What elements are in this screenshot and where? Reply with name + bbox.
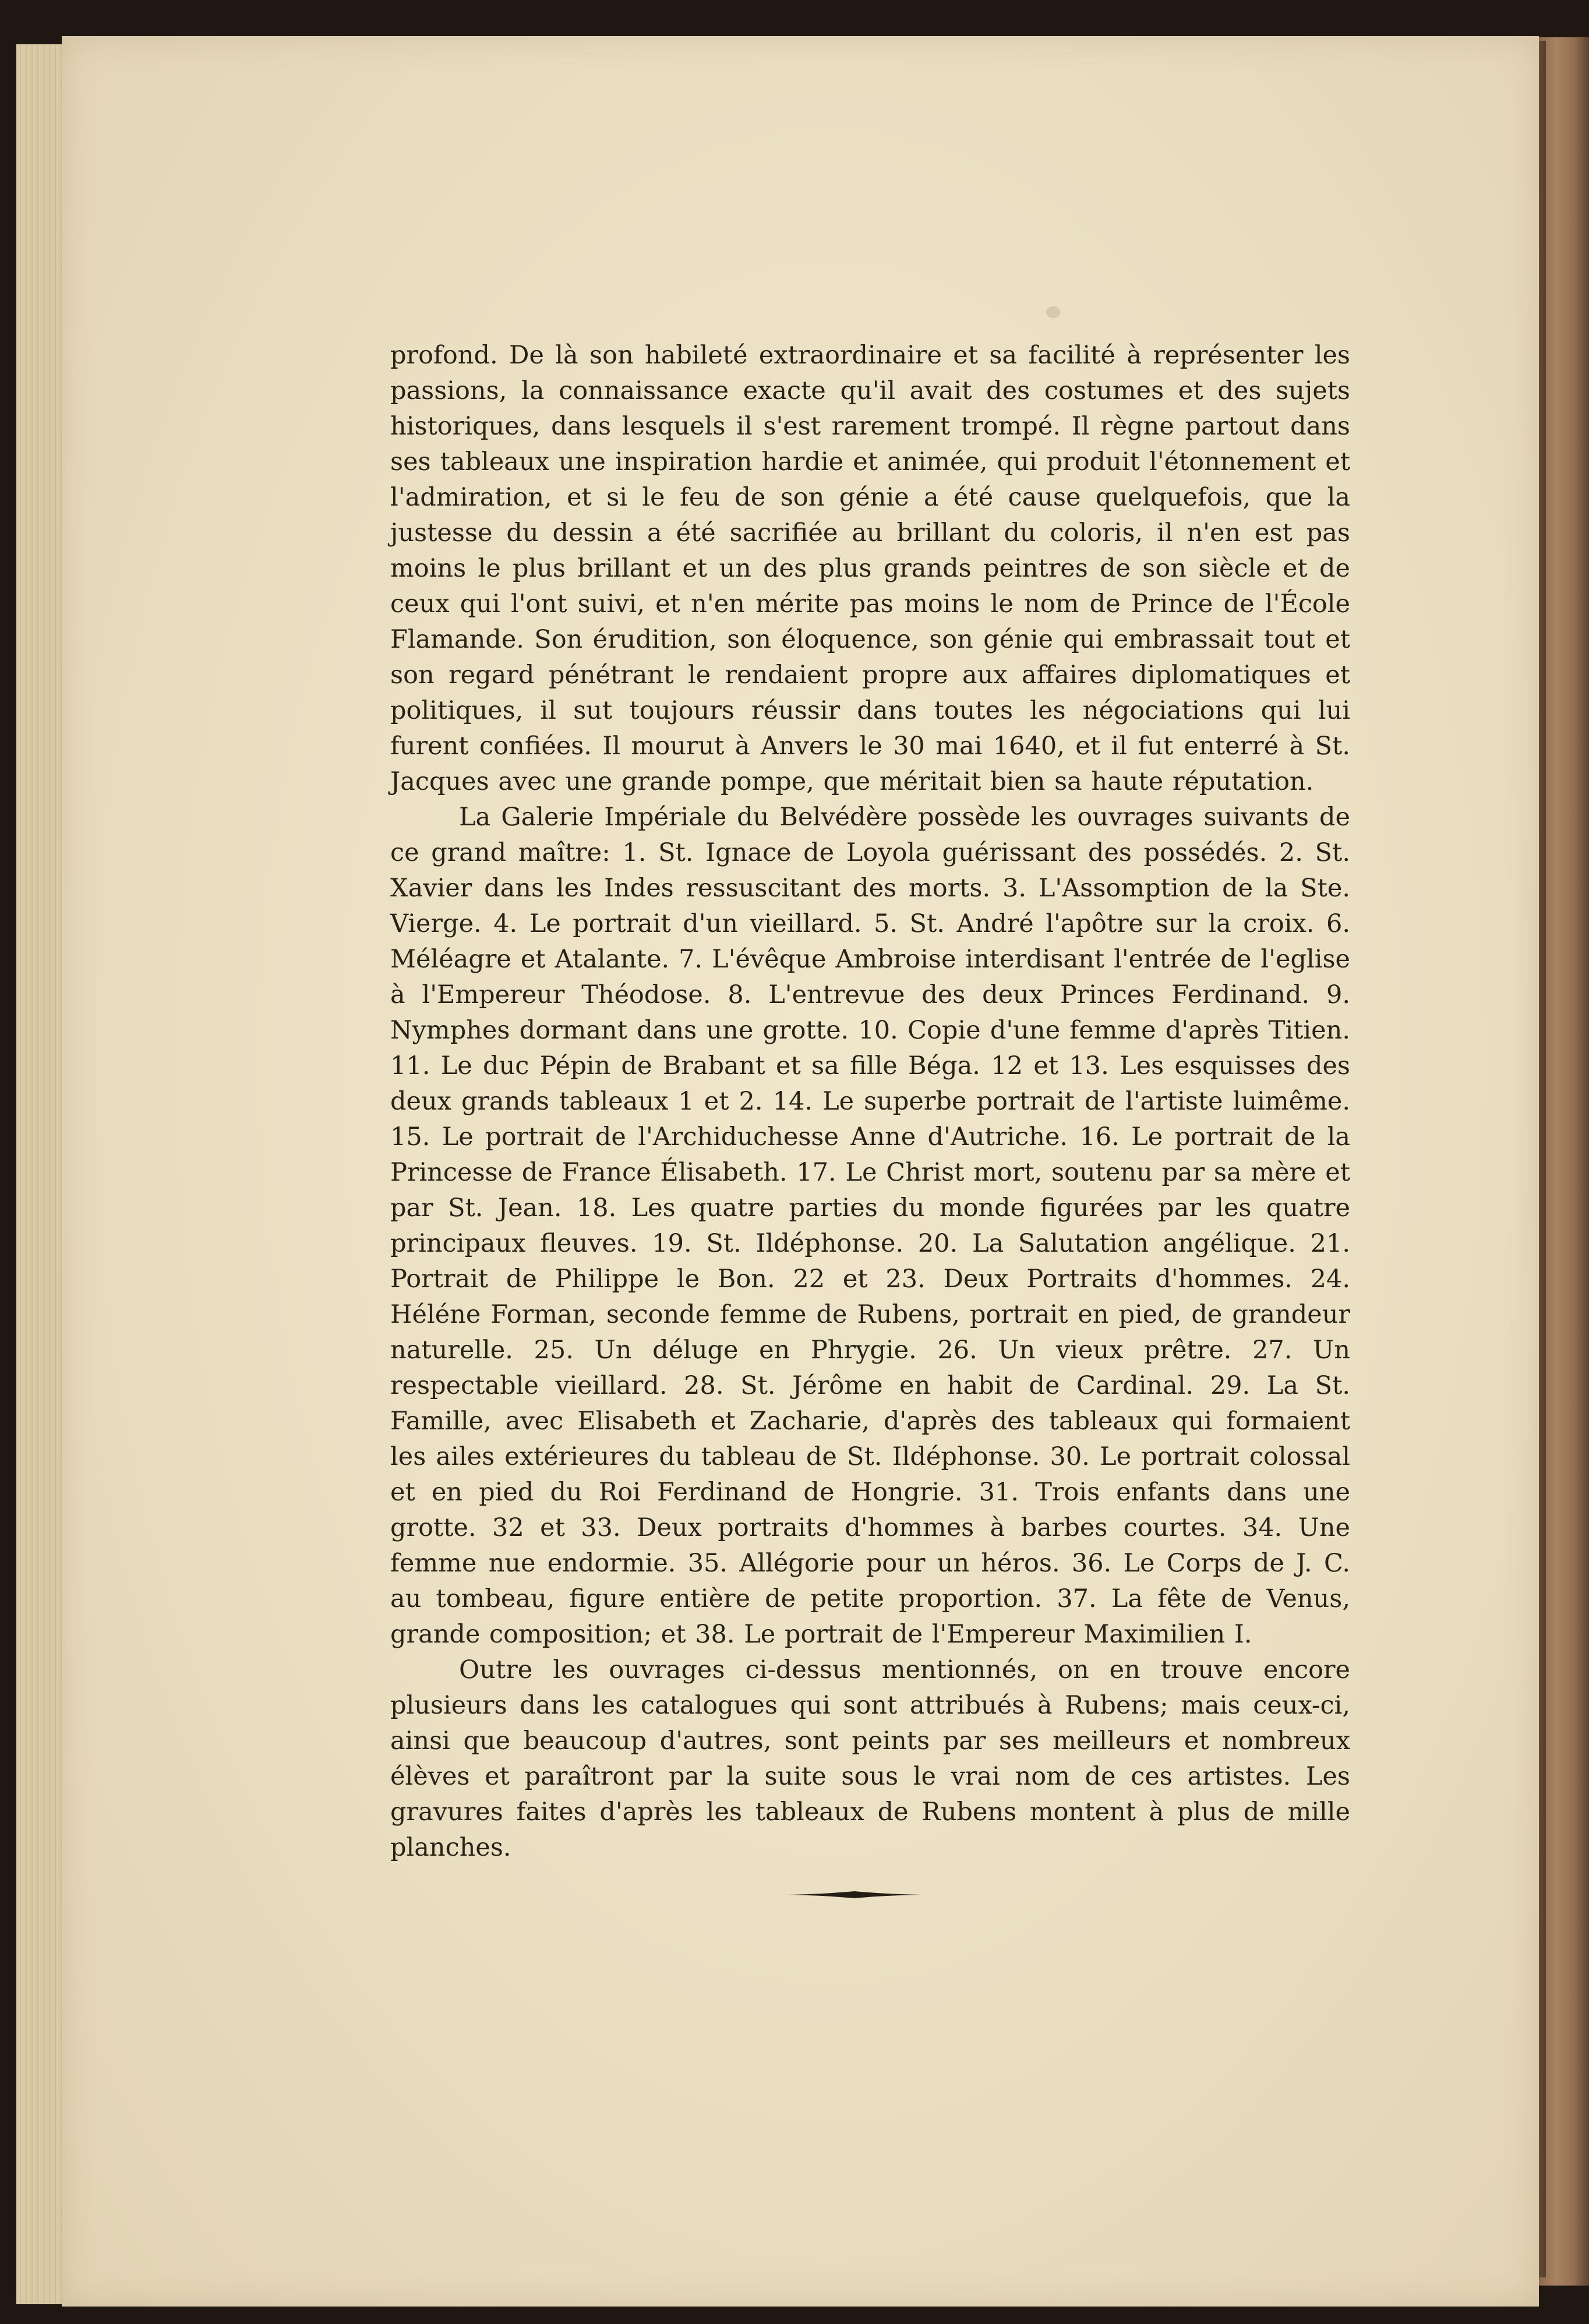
paragraph-belvedere-works: La Galerie Impériale du Belvédère possède les ouvrages suivants de ce grand maître: 1. St. Ignace de Loyola guérissant des possédés. 2. St. Xavier dans les Indes ressuscitant des morts. 3. L'Assomption de la Ste. Vierge. 4. Le portrait d'un vieillard. 5. St. André l'apôtre sur la croix. 6. Méléagre et Atalante. 7. L'évêque Ambroise interdisant l'entrée de l'eglise à l'Empereur Théodose. 8. L'entrevue des deux Princes Ferdinand. 9. Nymphes dormant dans une grotte. 10. Copie d'une femme d'après Titien. 11. Le duc Pépin de Brabant et sa fille Béga. 12 et 13. Les esquisses des deux grands tableaux 1 et 2. 14. Le superbe portrait de l'artiste luimême. 15. Le portrait de l'Archiduchesse Anne d'Autriche. 16. Le portrait de la Princesse de France Élisabeth. 17. Le Christ mort, soutenu par sa mère et par St. Jean. 18. Les quatre parties du monde figurées par les quatre principaux fleuves. 19. St. Ildéphonse. 20. La Salutation angélique. 21. Portrait de Philippe le Bon. 22 et 23. Deux Portraits d'hommes. 24. Héléne Forman, seconde femme de Rubens, portrait en pied, de grandeur naturelle. 25. Un déluge en Phrygie. 26. Un vieux prêtre. 27. Un respectable vieillard. 28. St. Jérôme en habit de Cardinal. 29. La St. Famille, avec Elisabeth et Zacharie, d'après des tableaux qui formaient les ailes extérieures du tableau de St. Ildéphonse. 30. Le portrait colossal et en pied du Roi Ferdinand de Hongrie. 31. Trois enfants dans une grotte. 32 et 33. Deux portraits d'hommes à barbes courtes. 34. Une femme nue endormie. 35. Allégorie pour un héros. 36. Le Corps de J. C. au tombeau, figure entière de petite proportion. 37. La fête de Venus, grande composition; et 38. Le portrait de l'Empereur Maximilien I. bbox=[390, 803, 1350, 1649]
paragraph-attributed-works: Outre les ouvrages ci-dessus mentionnés, on en trouve encore plusieurs dans les catalogues qui sont attribués à Rubens; mais ceux-ci, ainsi que beaucoup d'autres, sont peints par ses meilleurs et nombreux élèves et paraîtront par la suite sous le vrai nom de ces artistes. Les gravures faites d'après les tableaux de Rubens montent à plus de mille planches. bbox=[390, 1655, 1350, 1862]
paper-spot bbox=[1046, 306, 1060, 318]
page-text-block bbox=[390, 338, 1350, 1866]
section-end-ornament bbox=[788, 1891, 921, 1899]
binding-board bbox=[1539, 37, 1589, 2286]
paragraph-rubens-reputation: profond. De là son habileté extraordinaire et sa facilité à représenter les passions, la connaissance exacte qu'il avait des costumes et des sujets historiques, dans lesquels il s'est rarement trompé. Il règne partout dans ses tableaux une inspiration hardie et animée, qui produit l'étonnement et l'admiration, et si le feu de son génie a été cause quelquefois, que la justesse du dessin a été sacrifiée au brillant du coloris, il n'en est pas moins le plus brillant et un des plus grands peintres de son siècle et de ceux qui l'ont suivi, et n'en mérite pas moins le nom de Prince de l'École Flamande. Son érudition, son éloquence, son génie qui embrassait tout et son regard pénétrant le rendaient propre aux affaires diplomatiques et politiques, il sut toujours réussir dans toutes les négociations qui lui furent confiées. Il mourut à Anvers le 30 mai 1640, et il fut enterré à St. Jacques avec une grande pompe, que méritait bien sa haute réputation. bbox=[390, 341, 1350, 796]
